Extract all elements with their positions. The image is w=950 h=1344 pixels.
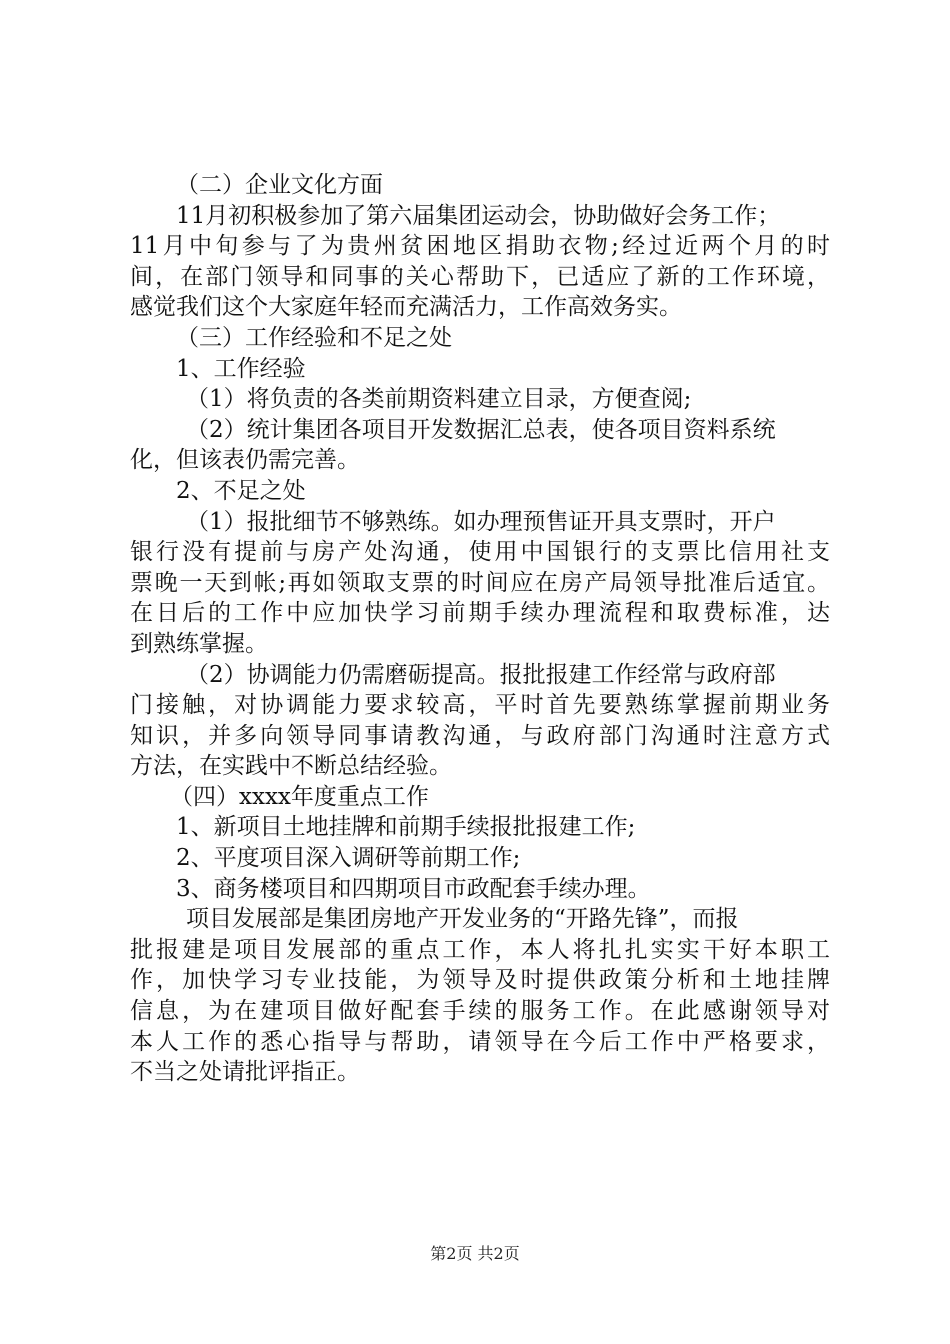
paragraph-line: 门接触，对协调能力要求较高，平时首先要熟练掌握前期业务 <box>130 692 830 719</box>
list-item: （1）将负责的各类前期资料建立目录，方便查阅; <box>186 386 692 413</box>
paragraph-line: 知识，并多向领导同事请教沟通，与政府部门沟通时注意方式 <box>130 722 830 749</box>
paragraph-line: 票晚一天到帐;再如领取支票的时间应在房产局领导批准后适宜。 <box>130 569 830 596</box>
paragraph-line: 11月中旬参与了为贵州贫困地区捐助衣物;经过近两个月的时 <box>130 233 830 260</box>
paragraph-line: 到熟练掌握。 <box>130 630 268 657</box>
paragraph-line: 化，但该表仍需完善。 <box>130 447 360 474</box>
section-heading-key-work: （四）xxxx年度重点工作 <box>170 783 429 810</box>
subheading-shortcomings: 2、不足之处 <box>176 477 306 504</box>
list-item: 3、商务楼项目和四期项目市政配套手续办理。 <box>176 875 651 902</box>
paragraph-line: 方法，在实践中不断总结经验。 <box>130 753 452 780</box>
subheading-experience: 1、工作经验 <box>176 355 306 382</box>
list-item: （2）统计集团各项目开发数据汇总表，使各项目资料系统 <box>186 416 776 443</box>
paragraph-line: 信息，为在建项目做好配套手续的服务工作。在此感谢领导对 <box>130 998 830 1025</box>
list-item: 1、新项目土地挂牌和前期手续报批报建工作; <box>176 814 636 841</box>
list-item: 2、平度项目深入调研等前期工作; <box>176 845 521 872</box>
paragraph-line: 在日后的工作中应加快学习前期手续办理流程和取费标准，达 <box>130 600 830 627</box>
paragraph-line: 银行没有提前与房产处沟通，使用中国银行的支票比信用社支 <box>130 539 830 566</box>
paragraph-line: 不当之处请批评指正。 <box>130 1059 360 1086</box>
page-number-footer: 第2页 共2页 <box>430 1244 520 1263</box>
paragraph-line: 感觉我们这个大家庭年轻而充满活力，工作高效务实。 <box>130 294 682 321</box>
section-heading-culture: （二）企业文化方面 <box>176 172 383 198</box>
list-item: （2）协调能力仍需磨砺提高。报批报建工作经常与政府部 <box>186 661 776 688</box>
paragraph-line: 项目发展部是集团房地产开发业务的“开路先锋”，而报 <box>186 906 739 933</box>
list-item: （1）报批细节不够熟练。如办理预售证开具支票时，开户 <box>186 508 776 535</box>
paragraph-line: 批报建是项目发展部的重点工作，本人将扎扎实实干好本职工 <box>130 936 830 963</box>
paragraph-line: 本人工作的悉心指导与帮助，请领导在今后工作中严格要求， <box>130 1028 830 1055</box>
paragraph-line: 作，加快学习专业技能，为领导及时提供政策分析和土地挂牌 <box>130 967 830 994</box>
paragraph-line: 间，在部门领导和同事的关心帮助下，已适应了新的工作环境， <box>130 263 830 290</box>
paragraph-line: 11月初积极参加了第六届集团运动会，协助做好会务工作； <box>176 202 781 229</box>
section-heading-experience: （三）工作经验和不足之处 <box>176 324 452 351</box>
document-body <box>130 170 830 1088</box>
